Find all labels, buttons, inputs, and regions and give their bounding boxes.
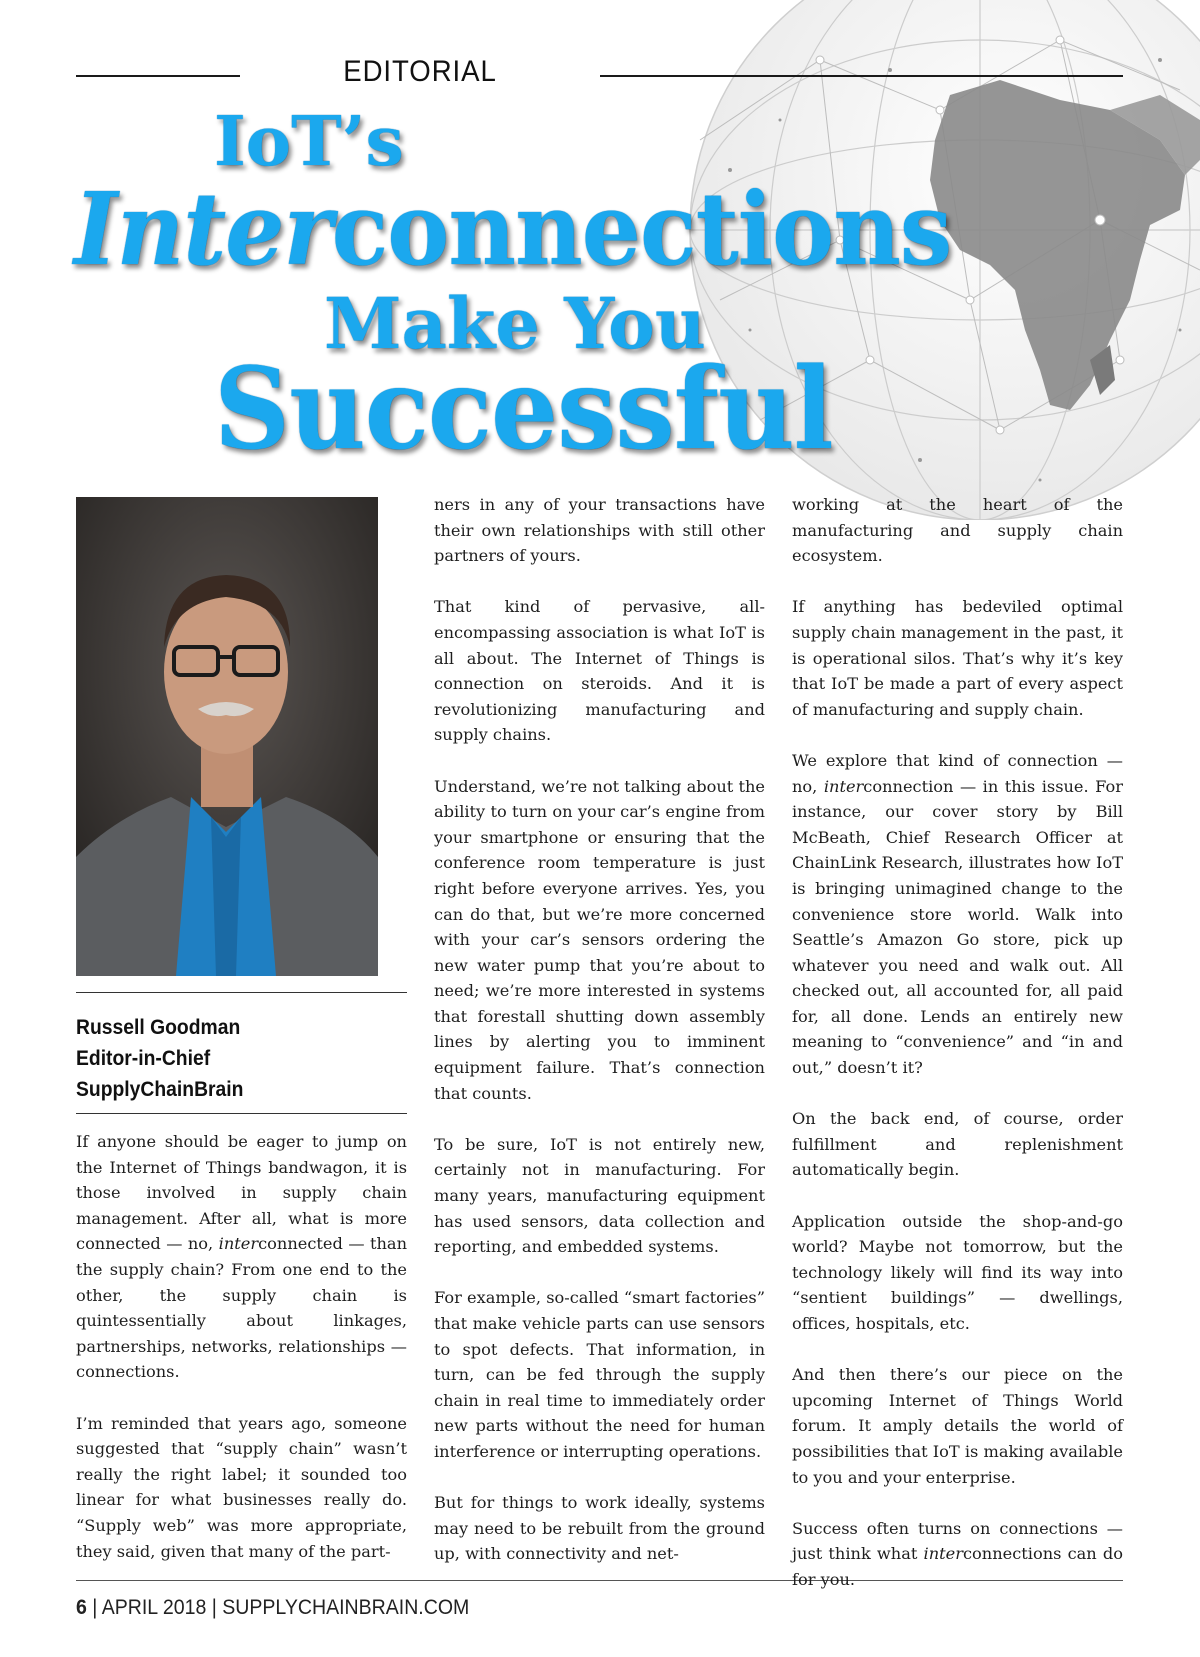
paragraph: Application outside the shop-and-go world? Maybe not tomorrow, but the technology likely will find its way into “sentient buildings” — dwellings, offices, hospitals, etc. (792, 1211, 1123, 1333)
paragraph: That kind of pervasive, all-encompassing association is what IoT is all about. The Internet of Things is connection on steroids. And it is revolutionizing manufacturing and supply chains. (434, 597, 765, 745)
byline-rule-bottom (76, 1113, 407, 1114)
headline-line-2-rest: connections (331, 170, 952, 288)
headline-italic-prefix: Inter (74, 170, 332, 288)
page-footer (76, 1596, 469, 1620)
author-name: Russell Goodman (76, 1016, 241, 1039)
author-title: Editor-in-Chief (76, 1047, 211, 1070)
byline-rule-top (76, 992, 407, 993)
paragraph: We explore that kind of connection — no, interconnection — in this issue. For instance, our cover story by Bill McBeath, Chief Research Officer at ChainLink Research, illustrates how IoT is bringing unimagined change to the convenience store world. Walk into Seattle’s Amazon Go store, pick up whatever you need and walk out. All checked out, all accounted for, all paid for, all done. Lends an entirely new meaning to “convenience” and “in and out,” doesn’t it? (792, 750, 1123, 1078)
author-publication: SupplyChainBrain (76, 1078, 244, 1101)
body-column-3 (792, 492, 1123, 1593)
paragraph: On the back end, of course, order fulfillment and replenishment automatically begin. (792, 1109, 1123, 1180)
headline-line-4: Successful (214, 344, 833, 475)
footer-text: | APRIL 2018 | SUPPLYCHAINBRAIN.COM (86, 1596, 470, 1619)
headline-line-2 (74, 170, 951, 288)
paragraph: Understand, we’re not talking about the ability to turn on your car’s engine from your smartphone or ensuring that the conference room temperature is just right before everyone arrives. Yes, you can do that, but we’re more concerned with your car’s sensors ordering the new water pump that you’re about to need; we’re more interested in systems that forestall shutting down assembly lines by alerting you to imminent equipment failure. That’s connection that counts. (434, 776, 765, 1103)
paragraph: If anything has bedeviled optimal supply chain management in the past, it is operational silos. That’s why it’s key that IoT be made a part of every aspect of manufacturing and supply chain. (792, 597, 1123, 719)
paragraph: And then there’s our piece on the upcoming Internet of Things World forum. It amply details the world of possibilities that IoT is making available to you and your enterprise. (792, 1365, 1123, 1487)
body-column-2 (434, 492, 765, 1567)
paragraph: Success often turns on connections — just think what interconnections can do for you. (792, 1518, 1123, 1589)
header-rule-left (76, 75, 240, 77)
paragraph: To be sure, IoT is not entirely new, certainly not in manufacturing. For many years, manufacturing equipment has used sensors, data collection and reporting, and embedded systems. (434, 1134, 765, 1257)
paragraph: But for things to work ideally, systems may need to be rebuilt from the ground up, with connectivity and net- (434, 1493, 765, 1564)
section-label: EDITORIAL (343, 55, 497, 88)
byline (76, 1012, 370, 1105)
page-number: 6 (76, 1596, 87, 1619)
paragraph: If anyone should be eager to jump on the Internet of Things bandwagon, it is those involved in supply chain management. After all, what is more connected — no, interconnected — than the supply chain? From one end to the other, the supply chain is quintessentially about linkages, partnerships, networks, relationships — connections. (76, 1132, 407, 1382)
paragraph: I’m reminded that years ago, someone suggested that “supply chain” wasn’t really the right label; it sounded too linear for what businesses really do. “Supply web” was more appropriate, they said, given that many of the part- (76, 1413, 407, 1561)
paragraph: For example, so-called “smart factories” that make vehicle parts can use sensors to spot defects. That information, in turn, can be fed through the supply chain in real time to immediately order new parts without the need for human interference or interrupting operations. (434, 1288, 765, 1461)
header-rule-right (600, 75, 1123, 77)
headline-line-1: IoT’s (214, 102, 404, 182)
paragraph: ners in any of your transactions have their own relationships with still other partners of yours. (434, 495, 765, 566)
paragraph: working at the heart of the manufacturing and supply chain ecosystem. (792, 495, 1123, 566)
body-column-1 (76, 1129, 407, 1564)
author-photo (76, 497, 378, 976)
headline-line-3: Make You (324, 282, 706, 365)
